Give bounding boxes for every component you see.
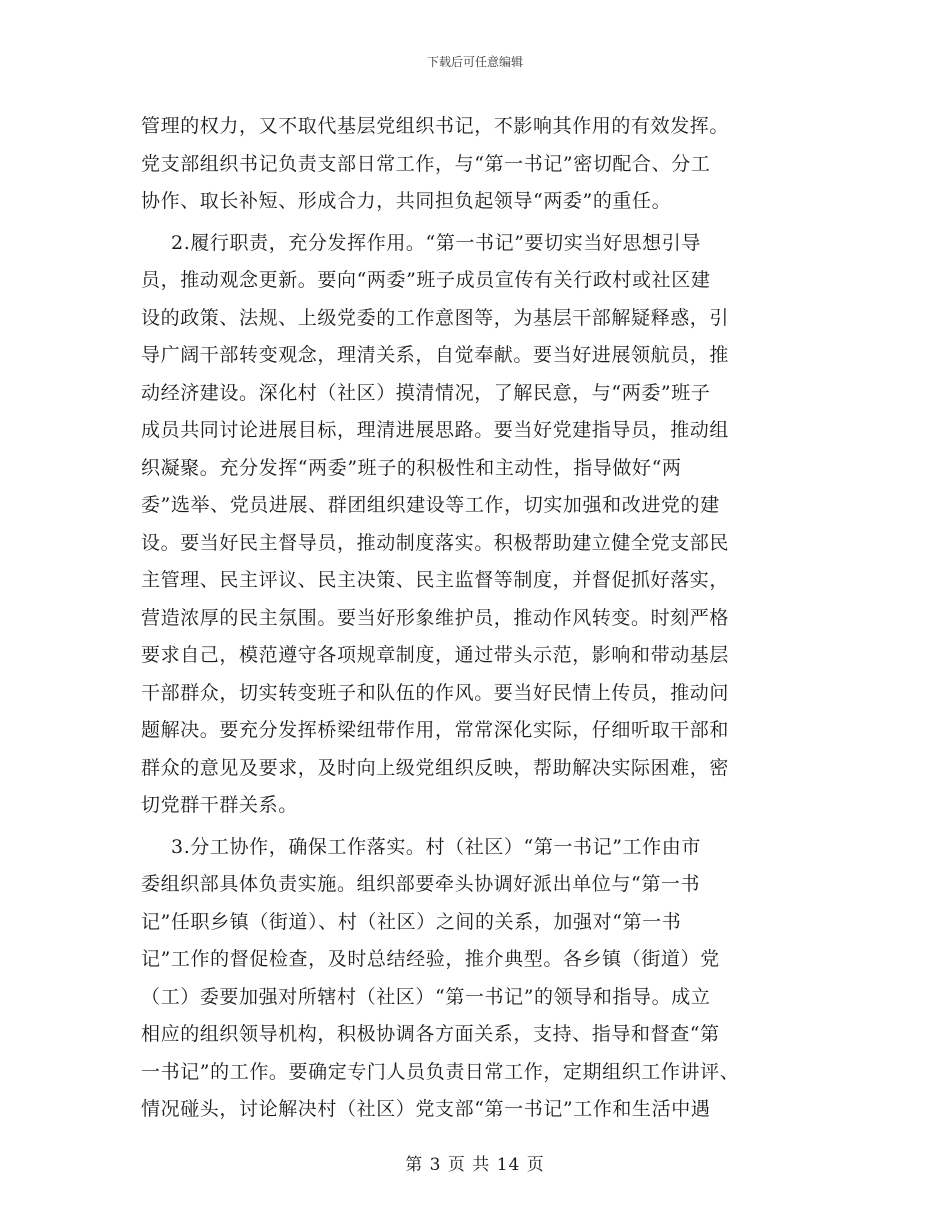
text-line: 3.分工协作，确保工作落实。村（社区）“第一书记”工作由市 bbox=[171, 835, 701, 858]
text-line: 员，推动观念更新。要向“两委”班子成员宣传有关行政村或社区建 bbox=[141, 269, 711, 291]
text-line: 协作、取长补短、形成合力，共同担负起领导“两委”的重任。 bbox=[141, 190, 672, 212]
text-line: 题解决。要充分发挥桥梁纽带作用，常常深化实际，仔细听取干部和 bbox=[141, 719, 730, 741]
text-line: 干部群众，切实转变班子和队伍的作风。要当好民情上传员，推动问 bbox=[141, 681, 730, 704]
text-line: 委”选举、党员进展、群团组织建设等工作，切实加强和改进党的建 bbox=[141, 494, 720, 516]
paragraph bbox=[141, 829, 801, 1129]
text-line: （工）委要加强对所辖村（社区）“第一书记”的领导和指导。成立 bbox=[141, 985, 711, 1008]
text-line: 动经济建设。深化村（社区）摸清情况，了解民意，与“两委”班子 bbox=[141, 381, 711, 404]
paragraph bbox=[141, 108, 801, 221]
text-line: 设的政策、法规、上级党委的工作意图等，为基层干部解疑释惑，引 bbox=[141, 306, 730, 329]
text-line: 织凝聚。充分发挥“两委”班子的积极性和主动性，指导做好“两 bbox=[141, 456, 682, 479]
text-line: 营造浓厚的民主氛围。要当好形象维护员，推动作风转变。时刻严格 bbox=[141, 606, 730, 629]
body-text bbox=[141, 108, 801, 1129]
text-line: 主管理、民主评议、民主决策、民主监督等制度，并督促抓好落实， bbox=[141, 569, 730, 591]
text-line: 切党群干群关系。 bbox=[141, 794, 298, 816]
page-number-footer: 第 3 页 共 14 页 bbox=[405, 1155, 545, 1175]
text-line: 记”任职乡镇（街道）、村（社区）之间的关系，加强对“第一书 bbox=[141, 910, 682, 933]
text-line: 群众的意见及要求，及时向上级党组织反映，帮助解决实际困难，密 bbox=[141, 756, 730, 779]
text-line: 党支部组织书记负责支部日常工作，与“第一书记”密切配合、分工 bbox=[141, 152, 711, 175]
header-note: 下载后可任意编辑 bbox=[426, 55, 523, 69]
text-line: 委组织部具体负责实施。组织部要牵头协调好派出单位与“第一书 bbox=[141, 873, 701, 895]
text-line: 2.履行职责，充分发挥作用。“第一书记”要切实当好思想引导 bbox=[171, 231, 701, 254]
text-line: 设。要当好民主督导员，推动制度落实。积极帮助建立健全党支部民 bbox=[141, 531, 730, 554]
text-line: 记”工作的督促检查，及时总结经验，推介典型。各乡镇（街道）党 bbox=[141, 948, 720, 970]
text-line: 一书记”的工作。要确定专门人员负责日常工作，定期组织工作讲评、 bbox=[141, 1060, 740, 1083]
text-line: 相应的组织领导机构，积极协调各方面关系，支持、指导和督查“第 bbox=[141, 1023, 720, 1045]
text-line: 管理的权力，又不取代基层党组织书记，不影响其作用的有效发挥。 bbox=[141, 115, 730, 137]
text-line: 导广阔干部转变观念，理清关系，自觉奉献。要当好进展领航员，推 bbox=[141, 344, 730, 366]
text-line: 要求自己，模范遵守各项规章制度，通过带头示范，影响和带动基层 bbox=[141, 644, 730, 666]
text-line: 成员共同讨论进展目标，理清进展思路。要当好党建指导员，推动组 bbox=[141, 419, 730, 441]
text-line: 情况碰头，讨论解决村（社区）党支部“第一书记”工作和生活中遇 bbox=[141, 1098, 711, 1120]
paragraph bbox=[141, 225, 801, 825]
